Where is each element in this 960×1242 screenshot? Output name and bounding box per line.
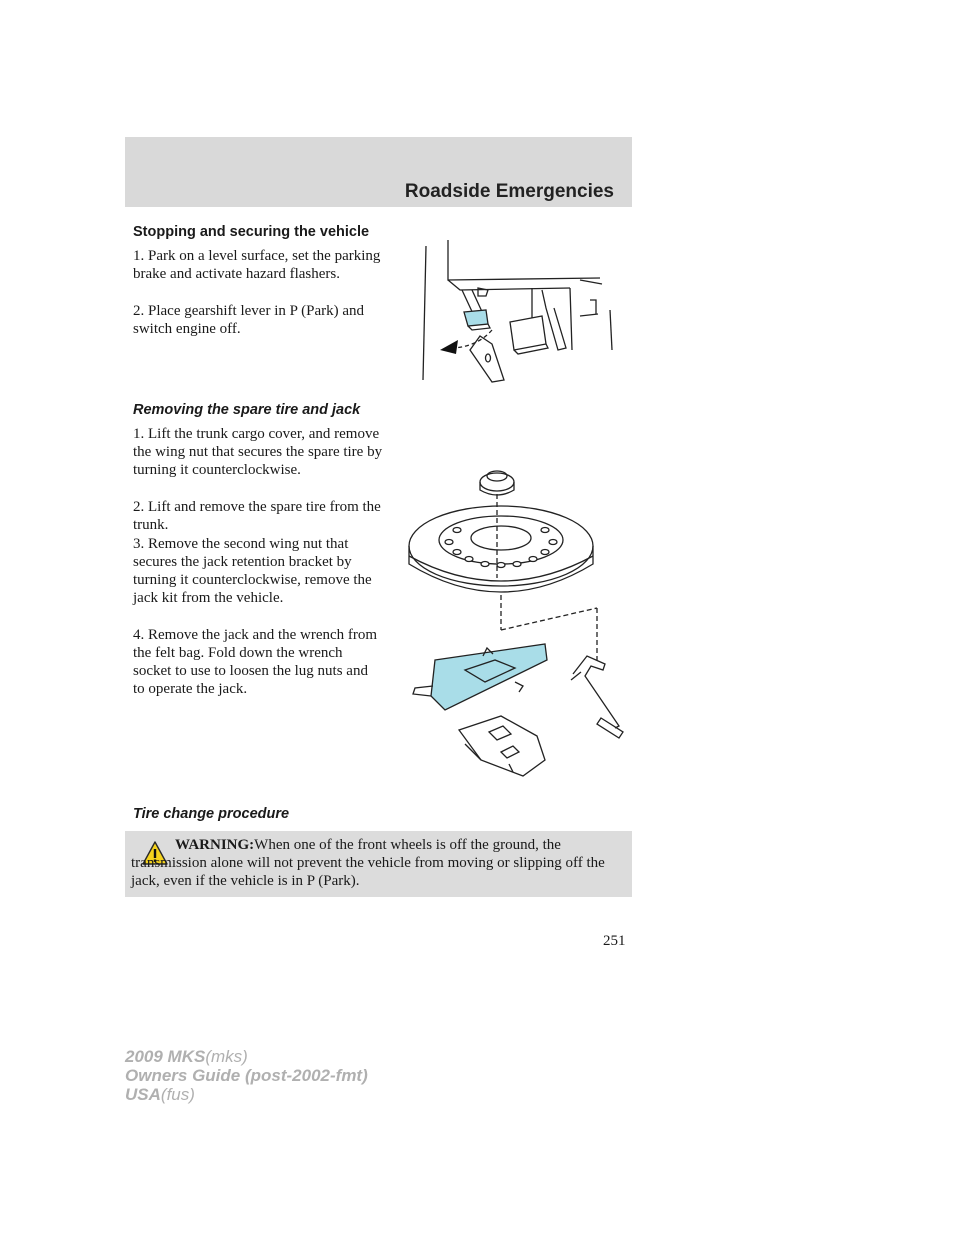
step-remove-wing-nut: 3. Remove the second wing nut that secures the jack retention bracket by turning it counterclockwise, remove the jack kit from the vehicle. [133,536,372,606]
step-park-level: 1. Park on a level surface, set the parking brake and activate hazard flashers. [133,248,381,282]
footer-model-code: (mks) [205,1047,248,1066]
warning-label: WARNING: [175,837,255,853]
document-footer [125,1047,368,1104]
pedal-parking-brake-illustration [420,240,620,385]
page-number: 251 [603,933,626,949]
section-header-band [125,137,632,207]
section-title: Roadside Emergencies [404,181,614,202]
spare-tire-jack-kit-illustration [405,460,630,785]
step-gearshift: 2. Place gearshift lever in P (Park) and switch engine off. [133,303,365,337]
footer-region-code: (fus) [160,1085,195,1104]
warning-message [131,836,623,890]
step-lift-cargo-cover: 1. Lift the trunk cargo cover, and remove the wing nut that secures the spare tire by turning it counterclockwise. [133,426,383,478]
heading-tire-change: Tire change procedure [133,806,290,822]
step-lift-spare: 2. Lift and remove the spare tire from the trunk. [133,499,381,533]
step-remove-jack: 4. Remove the jack and the wrench from the felt bag. Fold down the wrench socket to use to loosen the lug nuts and to operate the jack. [133,627,378,697]
heading-stopping: Stopping and securing the vehicle [133,224,370,240]
footer-model: 2009 MKS [125,1047,206,1066]
heading-removing-spare: Removing the spare tire and jack [133,402,361,418]
footer-region: USA [125,1085,161,1104]
footer-guide: Owners Guide (post-2002-fmt) [125,1066,368,1085]
warning-body: When one of the front wheels is off the ground, the transmission alone will not prevent the vehicle from moving or slipping off the jack, even if the vehicle is in P (Park). [131,837,605,889]
warning-box [125,831,632,897]
